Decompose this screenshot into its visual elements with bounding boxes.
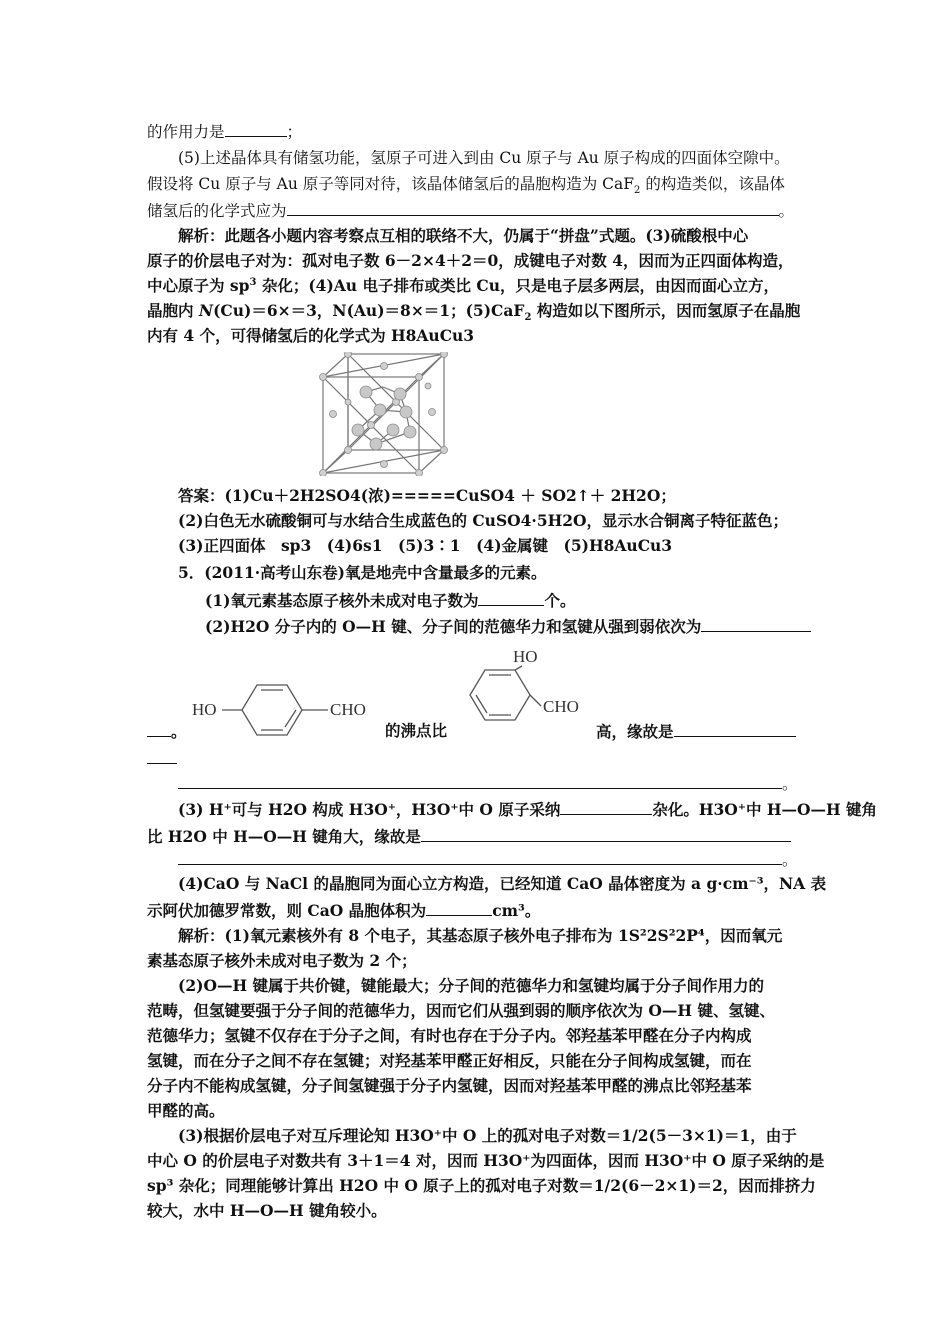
- analysis2-line1: 解析：(1)氧元素核外有 8 个电子，其基态原子核外电子排布为 1S²2S²2P⁴，因而氧元: [178, 926, 783, 945]
- analysis2-line6: 氢键，而在分子之间不存在氢键；对羟基苯甲醛正好相反，只能在分子间构成氢键，而在: [147, 1051, 752, 1070]
- p-hydroxybenzaldehyde-structure: [190, 670, 390, 750]
- mol2-ho-label: HO: [513, 647, 538, 666]
- q5-line2: 假设将 Cu 原子与 Au 原子等同对待，该晶体储氢后的晶胞构造为 CaF$_2$ 的构造类似，该晶体: [147, 175, 785, 197]
- analysis2-line9: (3)根据价层电子对互斥理论知 H3O⁺中 O 上的孤对电子对数＝1/2(5－3×1)＝1，由于: [178, 1126, 797, 1145]
- q5-part2-line3: [147, 748, 177, 769]
- answer-blank[interactable]: [178, 849, 782, 865]
- q5-header: 5．(2011·高考山东卷)氧是地壳中含量最多的元素。: [178, 563, 547, 582]
- answer-blank[interactable]: [178, 773, 782, 789]
- q5-part3-line3: 。: [178, 849, 798, 870]
- analysis2-line11: sp³ 杂化；同理能够计算出 H2O 中 O 原子上的孤对电子对数＝1/2(6－2×1)＝2，因而排挤力: [147, 1176, 816, 1195]
- q5-part3-line1: (3) H⁺可与 H2O 构成 H3O⁺，H3O⁺中 O 原子采纳 杂化。H3O⁺中 H—O—H 键角: [178, 800, 878, 819]
- answer-blank[interactable]: [560, 799, 652, 815]
- q5-line1: (5)上述晶体具有储氢功能，氢原子可进入到由 Cu 原子与 Au 原子构成的四面体空隙中。: [178, 149, 790, 167]
- analysis2-line10: 中心 O 的价层电子对数共有 3＋1＝4 对，因而 H3O⁺为四面体，因而 H3O⁺中 O 原子采纳的是: [147, 1151, 825, 1170]
- answer1-line1: 答案：(1)Cu＋2H2SO4(浓)=====CuSO4 ＋ SO2↑＋ 2H2O；: [178, 486, 676, 505]
- q5-part2-boiling-text: 的沸点比: [385, 721, 448, 740]
- force-line: 的作用力是 ；: [147, 123, 303, 141]
- analysis1-line2: 原子的价层电子对为：孤对电子数 6－2×4＋2＝0，成键电子对数 4，因而为正四面体构造，: [147, 251, 794, 270]
- analysis1-line5: 内有 4 个，可得储氢后的化学式为 H8AuCu3: [147, 326, 475, 345]
- q5-line3: 储氢后的化学式应为 。: [147, 202, 795, 220]
- analysis2-line12: 较大，水中 H—O—H 键角较小。: [147, 1201, 387, 1220]
- answer-blank[interactable]: [287, 200, 779, 216]
- caf2-crystal-figure: [318, 352, 450, 476]
- analysis2-line3: (2)O—H 键属于共价键，键能最大；分子间的范德华力和氢键均属于分子间作用力的: [178, 976, 764, 995]
- q5-part4-line1: (4)CaO 与 NaCl 的晶胞同为面心立方构造，已经知道 CaO 晶体密度为 a g·cm⁻³，NA 表: [178, 874, 827, 893]
- o-hydroxybenzaldehyde-structure: [450, 640, 600, 750]
- answer-blank[interactable]: [147, 748, 177, 764]
- mol2-cho-label: CHO: [543, 697, 579, 716]
- analysis1-line1: 解析：此题各小题内容考察点互相的联络不大，仍属于“拼盘”式题。(3)硫酸根中心: [178, 226, 749, 245]
- answer-blank[interactable]: [147, 721, 171, 737]
- analysis2-line5: 范德华力；氢键不仅存在于分子之间，有时也存在于分子内。邻羟基苯甲醛在分子内构成: [147, 1026, 752, 1045]
- q5-part2-line2: 。: [147, 721, 187, 742]
- analysis2-line2: 素基态原子核外未成对电子数为 2 个；: [147, 951, 417, 970]
- answer1-line2: (2)白色无水硫酸铜可与水结合生成蓝色的 CuSO4·5H2O，显示水合铜离子特征蓝色；: [178, 511, 789, 530]
- analysis2-line8: 甲醛的高。: [147, 1101, 225, 1120]
- answer-blank[interactable]: [478, 590, 544, 606]
- answer-blank[interactable]: [701, 616, 811, 632]
- q5-part3-line2: 比 H2O 中 H—O—H 键角大，缘故是: [147, 826, 791, 847]
- answer-blank[interactable]: [426, 900, 492, 916]
- mol1-cho-label: CHO: [330, 700, 366, 719]
- q5-part2-reason: 高，缘故是: [596, 721, 796, 742]
- answer-blank[interactable]: [674, 721, 796, 737]
- answer-blank[interactable]: [421, 826, 791, 842]
- q5-part1: (1)氧元素基态原子核外未成对电子数为 个。: [205, 591, 576, 610]
- analysis2-line4: 范畴，但氢键要强于分子间的范德华力，因而它们从强到弱的顺序依次为 O—H 键、氢键、: [147, 1001, 775, 1020]
- analysis2-line7: 分子内不能构成氢键，分子间氢键强于分子内氢键，因而对羟基苯甲醛的沸点比邻羟基苯: [147, 1076, 752, 1095]
- q5-part2-line4: 。: [178, 773, 798, 794]
- analysis1-line3: 中心原子为 $sp^3$ 杂化；(4)Au 电子排布或类比 Cu，只是电子层多两层，由因而面心立方，: [147, 276, 779, 295]
- analysis1-line4: 晶胞内 N(Cu)＝6×＝3，N(Au)＝8×＝1；(5)CaF$_2$ 构造如以下图所示，因而氢原子在晶胞: [147, 301, 801, 324]
- q5-part4-line2: 示阿伏加德罗常数，则 CaO 晶胞体积为 cm³。: [147, 901, 541, 920]
- answer-blank[interactable]: [225, 121, 287, 137]
- answer1-line3: (3)正四面体 sp3 (4)6s1 (5)3∶1 (4)金属键 (5)H8AuCu3: [178, 536, 673, 555]
- mol1-ho-label: HO: [192, 700, 217, 719]
- q5-part2: (2)H2O 分子内的 O—H 键、分子间的范德华力和氢键从强到弱依次为: [205, 616, 811, 637]
